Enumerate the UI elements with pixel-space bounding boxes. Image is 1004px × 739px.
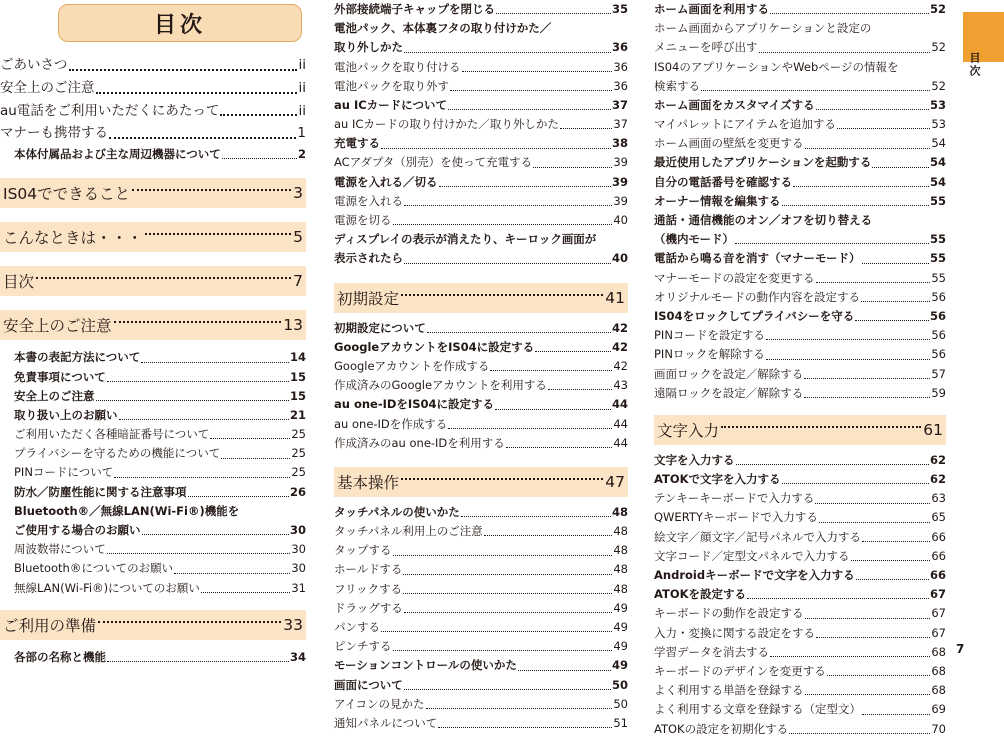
toc-entry-label: ホーム画面を利用する [654, 1, 769, 16]
toc-entry-label: 防水／防塵性能に関する注意事項 [14, 484, 187, 499]
section-heading[interactable] [334, 467, 628, 497]
toc-page: 49 [613, 639, 628, 654]
toc-entry[interactable] [654, 96, 946, 115]
toc-entry-label: au one-IDをIS04に設定する [334, 397, 494, 412]
toc-entry-label: au ICカードの取り付けかた／取り外しかた [334, 117, 559, 132]
toc-entry[interactable] [334, 192, 628, 211]
toc-entry[interactable] [0, 145, 306, 164]
toc-page: 55 [931, 270, 946, 285]
toc-entry[interactable] [334, 376, 628, 395]
toc-entry-label: タッチパネルの使いかた [334, 504, 460, 519]
toc-entry-label: 外部接続端子キャップを閉じる [334, 1, 495, 16]
toc-entry-label: IS04をロックしてプライバシーを守る [654, 308, 855, 323]
section-page: 61 [923, 420, 943, 439]
toc-entry-label: 画面について [334, 677, 403, 692]
toc-page: 52 [929, 1, 946, 16]
toc-entry[interactable] [334, 96, 628, 115]
toc-page: 63 [931, 491, 946, 506]
toc-entry-label: プライバシーを守るための機能について [14, 446, 221, 461]
toc-entry-label: 文字コード／定型文パネルで入力する [654, 548, 850, 563]
toc-entry-label: 電源を入れる／切る [334, 174, 438, 189]
toc-entry[interactable] [0, 648, 306, 667]
toc-entry[interactable] [0, 521, 306, 540]
toc-entry-label: オリジナルモードの動作内容を設定する [654, 289, 860, 304]
toc-page: 53 [929, 97, 946, 112]
toc-entry-label: オーナー情報を編集する [654, 193, 781, 208]
section-heading[interactable] [0, 610, 306, 640]
toc-page: 48 [611, 504, 628, 519]
toc-page: 43 [613, 378, 628, 393]
toc-entry[interactable] [0, 540, 306, 559]
toc-entry[interactable] [654, 585, 946, 604]
toc-entry-label: ご使用する場合のお願い [14, 523, 141, 538]
toc-entry[interactable] [334, 338, 628, 357]
toc-entry[interactable] [654, 269, 946, 288]
toc-entry[interactable] [334, 115, 628, 134]
toc-entry[interactable] [0, 77, 306, 100]
toc-entry[interactable] [334, 580, 628, 599]
toc-entry[interactable] [654, 230, 946, 249]
toc-entry[interactable] [0, 444, 306, 463]
toc-page: 40 [611, 251, 628, 266]
toc-entry[interactable] [654, 115, 946, 134]
toc-entry-label: 電話から鳴る音を消す（マナーモード） [654, 251, 861, 266]
toc-page: 48 [613, 524, 628, 539]
toc-entry[interactable] [334, 154, 628, 173]
toc-page: 44 [613, 416, 628, 431]
toc-page: 49 [613, 620, 628, 635]
toc-entry-label: ごあいさつ [0, 57, 68, 73]
toc-entry[interactable] [334, 618, 628, 637]
toc-page: 30 [291, 561, 306, 576]
toc-page: 55 [929, 251, 946, 266]
toc-entry[interactable] [0, 387, 306, 406]
toc-page: 14 [289, 350, 306, 365]
toc-entry[interactable] [654, 509, 946, 528]
section-page: 5 [293, 228, 303, 247]
toc-page: 66 [929, 568, 946, 583]
toc-entry[interactable] [0, 425, 306, 444]
section-page: 47 [605, 472, 625, 491]
toc-page: 37 [613, 117, 628, 132]
toc-page: 25 [291, 465, 306, 480]
toc-entry-label: 本書の表記方法について [14, 350, 141, 365]
toc-entry-label: パンする [334, 620, 380, 635]
toc-entry-line[interactable]: ホーム画面からアプリケーションと設定の [654, 21, 872, 36]
toc-entry-label: 本体付属品および主な周辺機器について [14, 147, 221, 162]
toc-page: 25 [291, 446, 306, 461]
toc-page: 68 [931, 663, 946, 678]
section-title: 文字入力 [657, 421, 720, 440]
toc-entry[interactable] [0, 579, 306, 598]
toc-page: 49 [611, 658, 628, 673]
toc-entry-label: 初期設定について [334, 320, 426, 335]
toc-page: 65 [931, 510, 946, 525]
toc-entry[interactable] [334, 522, 628, 541]
toc-page: 15 [289, 369, 306, 384]
toc-entry[interactable] [0, 406, 306, 425]
toc-page: 42 [611, 320, 628, 335]
toc-entry-label: QWERTYキーボードで入力する [654, 510, 818, 525]
toc-entry[interactable] [0, 483, 306, 502]
toc-entry-label: ピンチする [334, 639, 392, 654]
toc-entry[interactable] [334, 38, 628, 57]
toc-entry-label: 最近使用したアプリケーションを起動する [654, 155, 872, 170]
toc-entry-label: タップする [334, 543, 392, 558]
toc-entry[interactable] [334, 357, 628, 376]
toc-entry-label: アイコンの見かた [334, 696, 425, 711]
toc-entry[interactable] [654, 0, 946, 19]
toc-top-group [0, 54, 306, 164]
toc-entry-label: 電池パックを取り付ける [334, 59, 461, 74]
toc-entry-line[interactable]: 通話・通信機能のオン／オフを切り替える [654, 213, 873, 228]
toc-entry-label: マナーも携帯する [0, 125, 108, 142]
toc-entry[interactable] [0, 54, 306, 77]
toc-page: 56 [931, 328, 946, 343]
toc-entry-label: Googleアカウントを作成する [334, 358, 490, 373]
toc-entry-label: 安全上のご注意 [0, 79, 95, 96]
toc-entry[interactable] [654, 528, 946, 547]
toc-entry[interactable] [654, 288, 946, 307]
toc-entry-line[interactable]: Bluetooth®／無線LAN(Wi-Fi®)機能を [14, 503, 240, 518]
toc-entry[interactable] [654, 566, 946, 585]
toc-entry[interactable] [0, 122, 306, 145]
section-heading[interactable] [0, 222, 306, 252]
toc-entry[interactable] [654, 470, 946, 489]
toc-page: 37 [611, 97, 628, 112]
toc-entry[interactable] [334, 695, 628, 714]
section-title: ご利用の準備 [3, 616, 97, 635]
toc-entry-label: au電話をご利用いただくにあたって [0, 102, 220, 119]
toc-entry-label: 作成済みのau one-IDを利用する [334, 435, 505, 450]
toc-column-1 [0, 0, 306, 667]
section-page: 3 [293, 184, 303, 203]
toc-entry-label: 自分の電話番号を確認する [654, 174, 792, 189]
toc-entry[interactable] [334, 395, 628, 414]
toc-entry-label: よく利用する単語を登録する [654, 683, 804, 698]
toc-entry[interactable] [654, 384, 946, 403]
toc-page: 59 [931, 385, 946, 400]
toc-entry-label: 取り扱い上のお願い [14, 407, 118, 422]
toc-page: 42 [611, 339, 628, 354]
page-number: 7 [956, 642, 965, 656]
toc-entry-label: 電源を入れる [334, 193, 403, 208]
toc-entry[interactable] [334, 676, 628, 695]
toc-entry[interactable] [654, 720, 946, 739]
toc-entry-label: 遠隔ロックを設定／解除する [654, 385, 804, 400]
toc-page: 36 [611, 40, 628, 55]
section-title: 安全上のご注意 [3, 317, 112, 336]
toc-page: 26 [289, 484, 306, 499]
toc-entry-label: テンキーキーボードで入力する [654, 491, 815, 506]
toc-page: 69 [931, 702, 946, 717]
toc-entry-line[interactable]: IS04のアプリケーションやWebページの情報を [654, 59, 899, 74]
section-page: 13 [283, 316, 303, 335]
toc-entry[interactable] [334, 415, 628, 434]
toc-entry-label: 各部の名称と機能 [14, 649, 106, 664]
toc-page: 53 [931, 117, 946, 132]
toc-entry-label: キーボードの動作を設定する [654, 606, 804, 621]
section-title: こんなときは・・・ [3, 229, 143, 248]
toc-page: 50 [611, 677, 628, 692]
toc-entry[interactable] [654, 192, 946, 211]
toc-entry-label: 免責事項について [14, 369, 106, 384]
toc-page: 67 [931, 606, 946, 621]
section-page: 33 [283, 615, 303, 634]
toc-entry[interactable] [654, 700, 946, 719]
toc-entry-label: 充電する [334, 136, 380, 151]
toc-page: 25 [291, 427, 306, 442]
toc-entry[interactable] [334, 173, 628, 192]
toc-entry[interactable] [0, 100, 306, 123]
toc-entry[interactable] [334, 77, 628, 96]
side-index-label: 目次 [968, 52, 981, 78]
toc-page: 40 [613, 213, 628, 228]
section-heading[interactable] [0, 178, 306, 208]
toc-entry[interactable] [334, 0, 628, 19]
section-heading[interactable] [0, 310, 306, 340]
toc-page: 1 [297, 125, 306, 142]
toc-entry-label: ご利用いただく各種暗証番号について [14, 427, 210, 442]
toc-entry-label: マナーモードの設定を変更する [654, 270, 815, 285]
toc-page: ii [298, 102, 306, 119]
toc-page: 54 [929, 155, 946, 170]
toc-entry[interactable] [0, 464, 306, 483]
section-title: IS04でできること [3, 185, 131, 204]
toc-page: 34 [289, 649, 306, 664]
toc-page: 15 [289, 388, 306, 403]
toc-page: 35 [611, 1, 628, 16]
toc-entry-label: 文字を入力する [654, 452, 735, 467]
toc-page: 42 [613, 358, 628, 373]
toc-entry-label: 通知パネルについて [334, 715, 438, 730]
toc-page: 39 [611, 174, 628, 189]
toc-entry[interactable] [0, 368, 306, 387]
toc-entry-label: 周波数帯について [14, 542, 106, 557]
toc-entry[interactable] [654, 662, 946, 681]
section-title: 目次 [3, 273, 35, 292]
toc-entry-label: メニューを呼び出す [654, 40, 758, 55]
toc-page: 2 [297, 147, 306, 162]
toc-entry-line[interactable]: 電池パック、本体裏フタの取り付けかた／ [334, 21, 552, 36]
toc-entry-label: PINロックを解除する [654, 347, 765, 362]
toc-entry-label: Androidキーボードで文字を入力する [654, 568, 855, 583]
toc-page: 39 [613, 193, 628, 208]
toc-entry-label: 無線LAN(Wi-Fi®)についてのお願い [14, 580, 200, 595]
toc-page: ii [298, 57, 306, 73]
toc-entry[interactable] [654, 154, 946, 173]
toc-entry[interactable] [654, 345, 946, 364]
toc-entry-label: 入力・変換に関する設定をする [654, 625, 815, 640]
toc-page: 50 [613, 696, 628, 711]
toc-entry-label: キーボードのデザインを変更する [654, 663, 826, 678]
toc-entry[interactable] [334, 249, 628, 268]
toc-entry[interactable] [654, 365, 946, 384]
toc-entry[interactable] [334, 58, 628, 77]
toc-entry[interactable] [334, 656, 628, 675]
toc-page: 44 [613, 435, 628, 450]
toc-entry[interactable] [334, 599, 628, 618]
toc-entry[interactable] [334, 637, 628, 656]
toc-page: 38 [611, 136, 628, 151]
toc-entry-label: ホールドする [334, 562, 403, 577]
toc-entry-label: Bluetooth®についてのお願い [14, 561, 174, 576]
toc-page: 66 [931, 548, 946, 563]
toc-page: 70 [931, 721, 946, 736]
toc-entry-label: GoogleアカウントをIS04に設定する [334, 339, 535, 354]
toc-entry[interactable] [334, 541, 628, 560]
toc-page: 54 [931, 136, 946, 151]
page-title: 目次 [58, 4, 302, 42]
toc-page: 49 [613, 600, 628, 615]
toc-page: 52 [931, 40, 946, 55]
toc-page: 36 [613, 78, 628, 93]
toc-page: 67 [931, 625, 946, 640]
toc-entry[interactable] [654, 173, 946, 192]
toc-page: 62 [929, 472, 946, 487]
toc-entry-label: （機内モード） [654, 232, 735, 247]
toc-entry-line[interactable]: ディスプレイの表示が消えたり、キーロック画面が [334, 232, 597, 247]
toc-entry-label: ドラッグする [334, 600, 403, 615]
toc-page: 39 [613, 155, 628, 170]
toc-page: 68 [931, 644, 946, 659]
toc-entry[interactable] [654, 489, 946, 508]
toc-page: 56 [929, 308, 946, 323]
toc-entry-label: ATOKで文字を入力する [654, 472, 781, 487]
toc-page: 55 [929, 232, 946, 247]
toc-page: 66 [931, 529, 946, 544]
toc-page: 56 [931, 347, 946, 362]
toc-page: 21 [289, 407, 306, 422]
toc-entry-label: 検索する [654, 78, 700, 93]
toc-page: 56 [931, 289, 946, 304]
toc-entry[interactable] [654, 307, 946, 326]
toc-page: 55 [929, 193, 946, 208]
toc-entry[interactable] [334, 714, 628, 733]
toc-entry-label: 取り外しかた [334, 40, 403, 55]
toc-entry-label: 表示されたら [334, 251, 403, 266]
toc-entry-label: ホーム画面をカスタマイズする [654, 97, 815, 112]
toc-page: 67 [929, 587, 946, 602]
toc-entry-label: 画面ロックを設定／解除する [654, 366, 804, 381]
toc-page: ii [298, 79, 306, 96]
section-page: 7 [293, 272, 303, 291]
section-title: 基本操作 [337, 473, 400, 492]
toc-page: 62 [929, 452, 946, 467]
toc-entry[interactable] [654, 547, 946, 566]
toc-entry-label: ATOKを設定する [654, 587, 747, 602]
toc-entry[interactable] [334, 211, 628, 230]
section-heading[interactable] [334, 283, 628, 313]
toc-entry[interactable] [654, 77, 946, 96]
toc-page: 48 [613, 543, 628, 558]
section-page: 41 [605, 288, 625, 307]
toc-entry-label: ACアダプタ（別売）を使って充電する [334, 155, 533, 170]
toc-entry[interactable] [334, 561, 628, 580]
toc-entry-label: ATOKの設定を初期化する [654, 721, 789, 736]
toc-entry[interactable] [654, 134, 946, 153]
toc-page: 36 [613, 59, 628, 74]
toc-page: 48 [613, 562, 628, 577]
toc-entry-label: 安全上のご注意 [14, 388, 95, 403]
toc-entry[interactable] [654, 249, 946, 268]
toc-entry[interactable] [0, 348, 306, 367]
toc-entry[interactable] [654, 681, 946, 700]
toc-page: 30 [291, 542, 306, 557]
toc-entry[interactable] [654, 38, 946, 57]
toc-entry[interactable] [334, 503, 628, 522]
toc-entry-label: 絵文字／顔文字／記号パネルで入力する [654, 529, 861, 544]
toc-entry[interactable] [654, 451, 946, 470]
toc-entry[interactable] [654, 326, 946, 345]
toc-page: 54 [929, 174, 946, 189]
toc-entry[interactable] [334, 434, 628, 453]
section-heading[interactable] [0, 266, 306, 296]
toc-entry-label: 作成済みのGoogleアカウントを利用する [334, 378, 547, 393]
toc-entry-label: 電池パックを取り外す [334, 78, 449, 93]
toc-entry-label: PINコードを設定する [654, 328, 765, 343]
toc-page: 44 [611, 397, 628, 412]
toc-entry-label: au ICカードについて [334, 97, 447, 112]
toc-page: 57 [931, 366, 946, 381]
toc-page: 30 [289, 523, 306, 538]
toc-entry-label: au one-IDを作成する [334, 416, 448, 431]
toc-entry-label: タッチパネル利用上のご注意 [334, 524, 483, 539]
toc-entry[interactable] [654, 604, 946, 623]
toc-entry-label: フリックする [334, 581, 403, 596]
toc-entry-label: マイパレットにアイテムを追加する [654, 117, 836, 132]
toc-column-2 [334, 0, 628, 733]
toc-page: 48 [613, 581, 628, 596]
toc-page: 51 [613, 715, 628, 730]
toc-entry[interactable] [334, 319, 628, 338]
toc-entry-label: PINコードについて [14, 465, 114, 480]
toc-entry[interactable] [654, 624, 946, 643]
toc-page: 68 [931, 683, 946, 698]
toc-entry-label: モーションコントロールの使いかた [334, 658, 517, 673]
toc-entry[interactable] [334, 134, 628, 153]
toc-column-3 [654, 0, 946, 739]
section-title: 初期設定 [337, 289, 400, 308]
toc-entry-label: 学習データを消去する [654, 644, 769, 659]
toc-entry[interactable] [0, 559, 306, 578]
toc-entry-label: ホーム画面の壁紙を変更する [654, 136, 804, 151]
toc-list-safety [0, 348, 306, 597]
toc-page: 31 [291, 580, 306, 595]
section-heading[interactable] [654, 415, 946, 445]
toc-entry-label: 電源を切る [334, 213, 392, 228]
toc-entry-label: よく利用する文章を登録する（定型文） [654, 702, 861, 717]
toc-entry[interactable] [654, 643, 946, 662]
toc-page: 52 [931, 78, 946, 93]
